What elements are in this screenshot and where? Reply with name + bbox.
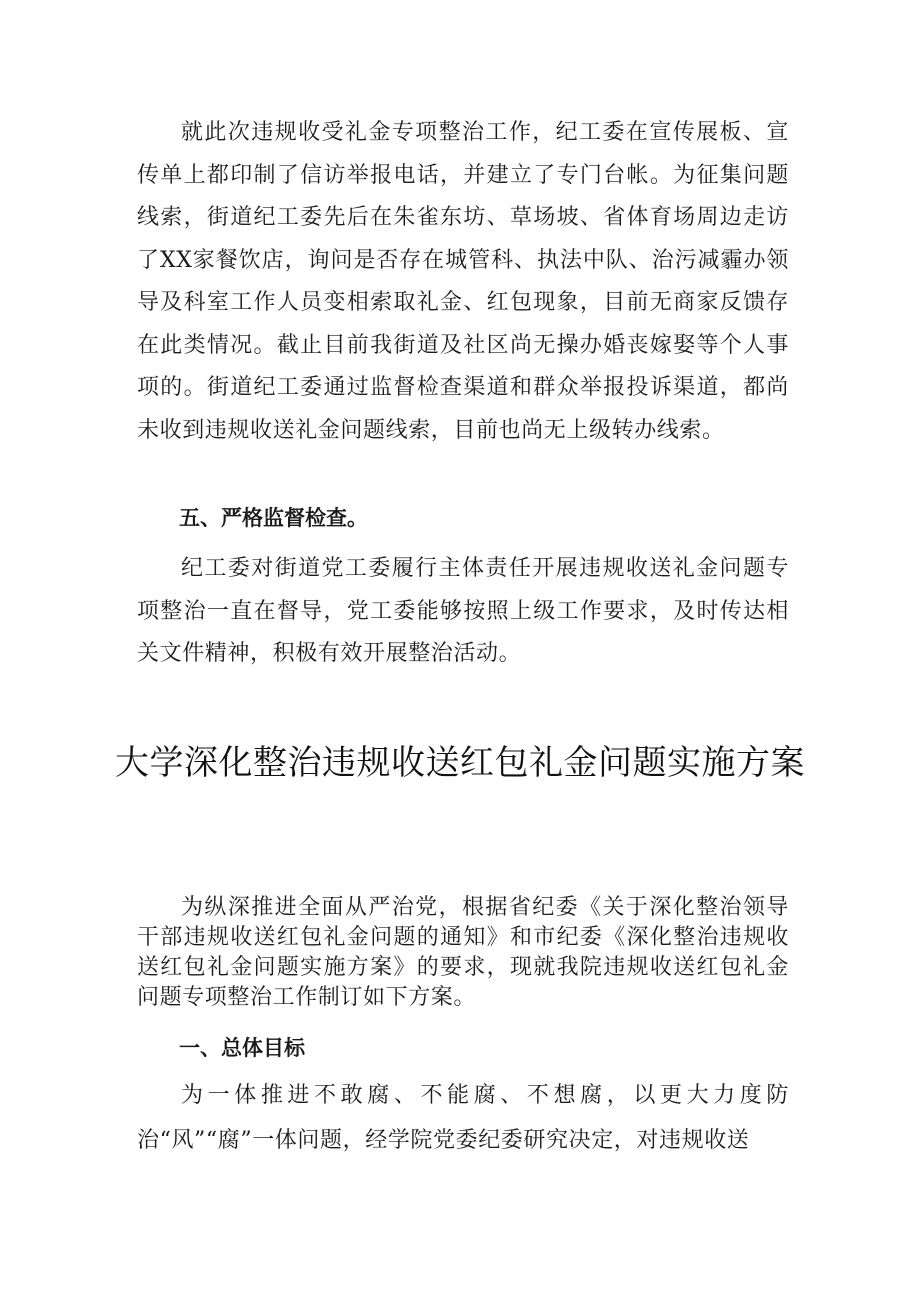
- paragraph-overall-goal: 为一体推进不敢腐、不能腐、不想腐，以更大力度防治“风”“腐”一体问题，经学院党委纪委研究决定，对违规收送: [137, 1083, 789, 1153]
- section-heading-strict-supervision: 五、严格监督检查。: [179, 506, 368, 530]
- document-title: 大学深化整治违规收送红包礼金问题实施方案: [115, 743, 805, 783]
- section-heading-overall-goal: 一、总体目标: [179, 1036, 305, 1060]
- paragraph-inspection-report: 就此次违规收受礼金专项整治工作，纪工委在宣传展板、宣传单上都印制了信访举报电话，并建立了专门台帐。为征集问题线索，街道纪工委先后在朱雀东坊、草场坡、省体育场周边走访了XX家餐饮店，询问是否存在城管科、执法中队、治污减霾办领导及科室工作人员变相索取礼金、红包现象，目前无商家反馈存在此类情况。截止目前我街道及社区尚无操办婚丧嫁娶等个人事项的。街道纪工委通过监督检查渠道和群众举报投诉渠道，都尚未收到违规收送礼金问题线索，目前也尚无上级转办线索。: [137, 120, 789, 443]
- paragraph-supervision-detail: 纪工委对街道党工委履行主体责任开展违规收送礼金问题专项整治一直在督导，党工委能够按照上级工作要求，及时传达相关文件精神，积极有效开展整治活动。: [137, 556, 789, 666]
- paragraph-plan-intro: 为纵深推进全面从严治党，根据省纪委《关于深化整治领导干部违规收送红包礼金问题的通知》和市纪委《深化整治违规收送红包礼金问题实施方案》的要求，现就我院违规收送红包礼金问题专项整治工作制订如下方案。: [137, 895, 789, 1010]
